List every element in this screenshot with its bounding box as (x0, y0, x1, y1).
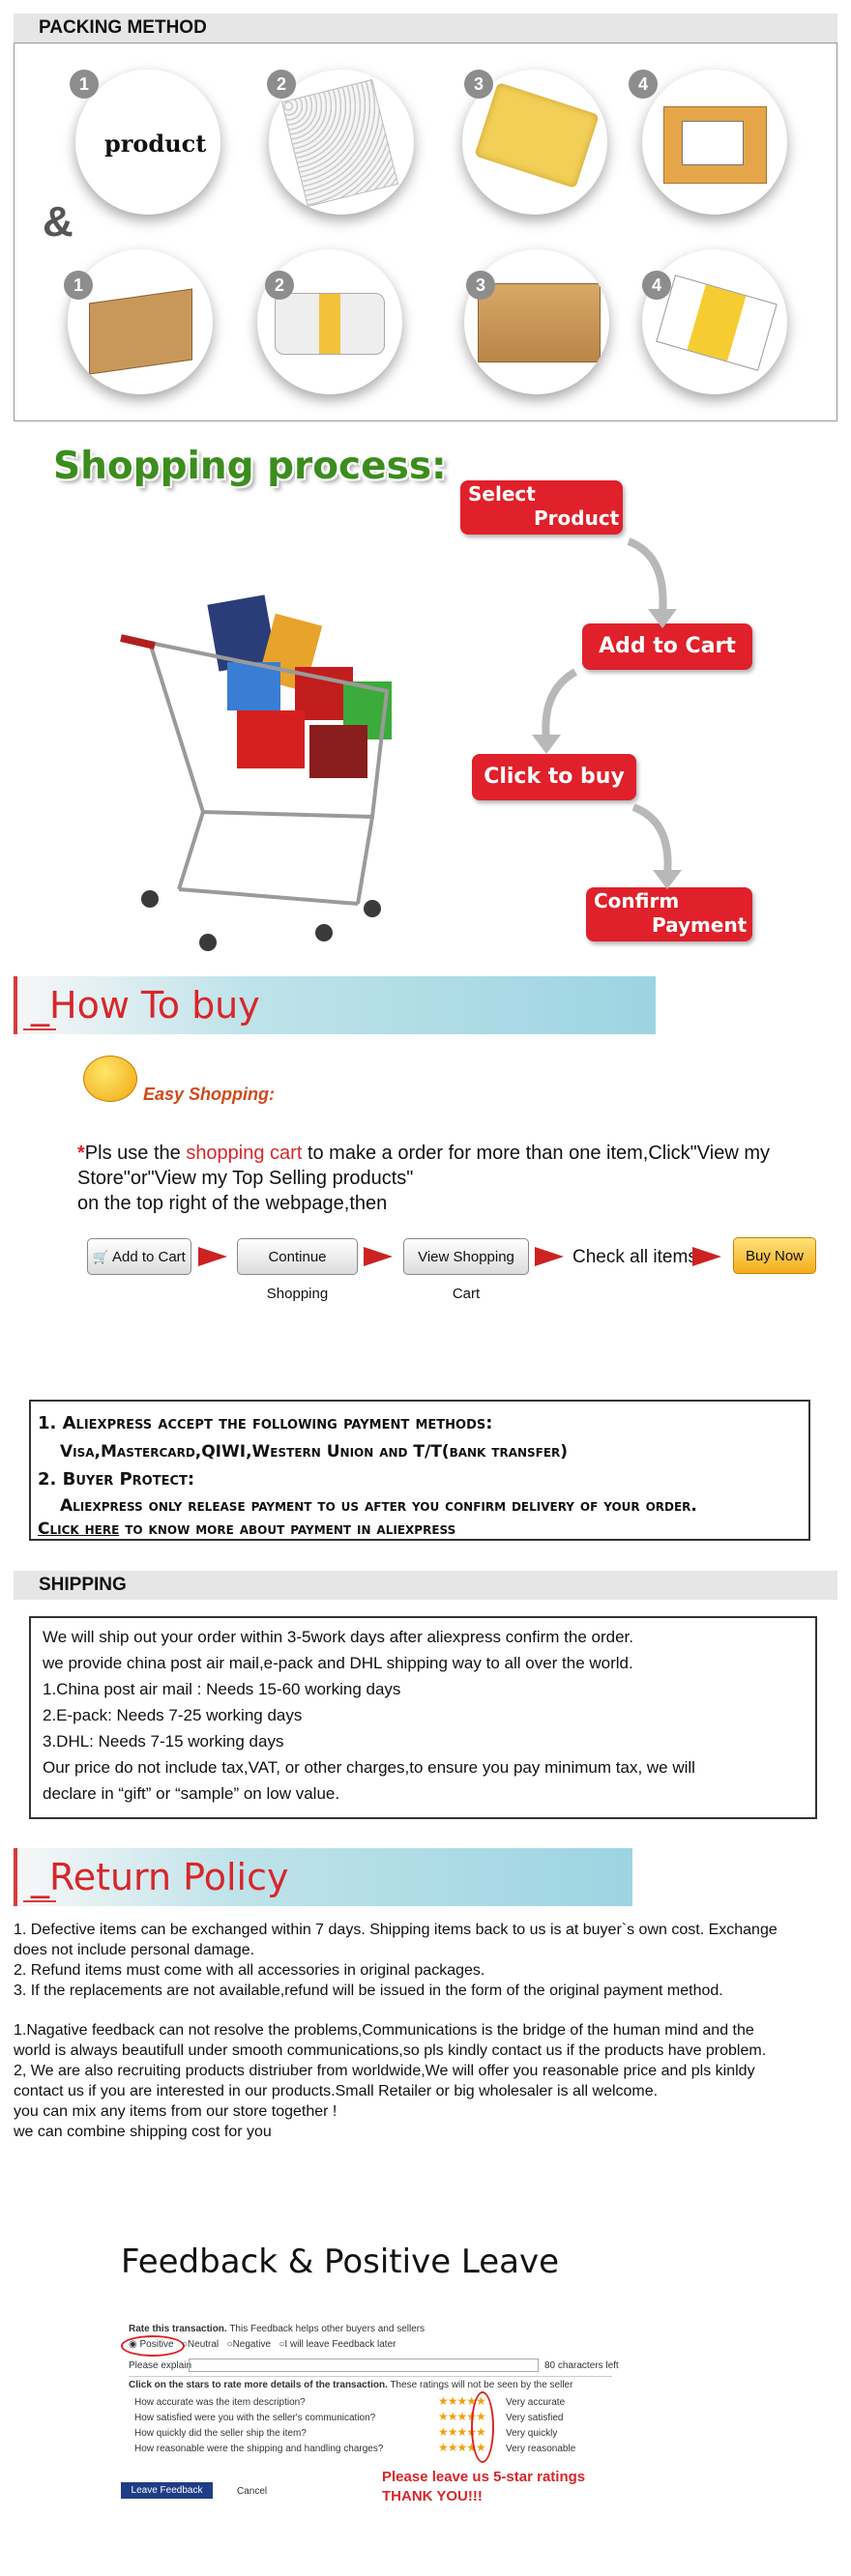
carton-box-image (89, 288, 192, 374)
rate-line (129, 2324, 425, 2334)
continue-shopping-button[interactable]: Continue Shopping (237, 1238, 358, 1275)
view-shopping-cart-button[interactable]: View Shopping Cart (403, 1238, 529, 1275)
negative-radio[interactable]: ○ (226, 2339, 233, 2350)
click-stars-label: Click on the stars to rate more details of the transaction. (129, 2380, 388, 2390)
payment-line1: 1. Aliexpress accept the following payment methods: (38, 1413, 493, 1433)
feedback-title: Feedback & Positive Leave (121, 2243, 560, 2281)
rating-answer: Very satisfied (506, 2413, 564, 2423)
please-rate-text: Please leave us 5-star ratings (382, 2469, 586, 2485)
later-radio[interactable]: ○ (279, 2339, 285, 2350)
shopping-cart-link[interactable]: shopping cart (186, 1143, 303, 1164)
return-line: 1.Nagative feedback can not resolve the problems,Communications is the bridge of the human mind and the (14, 2022, 754, 2039)
payment-line3: 2. Buyer Protect: (38, 1469, 195, 1490)
rating-question: How satisfied were you with the seller's communication? (134, 2413, 376, 2423)
step-number: 4 (629, 70, 658, 99)
rating-question: How reasonable were the shipping and handling charges? (134, 2444, 384, 2454)
shipping-line: 2.E-pack: Needs 7-25 working days (43, 1706, 303, 1724)
shipping-line: we provide china post air mail,e-pack and DHL shipping way to all over the world. (43, 1654, 633, 1672)
how-to-line1a: Pls use the (84, 1143, 187, 1164)
divider (129, 2376, 612, 2377)
return-line: 1. Defective items can be exchanged within 7 days. Shipping items back to us is at buyer`s own cost. Exchange (14, 1922, 778, 1938)
packing-header (14, 14, 837, 43)
process-arrows (484, 522, 735, 909)
sealed-package-circle (642, 249, 787, 394)
rating-question: How quickly did the seller ship the item? (134, 2428, 307, 2439)
leave-feedback-button[interactable]: Leave Feedback (121, 2482, 213, 2499)
step-number: 2 (265, 271, 294, 300)
return-policy-title: _Return Policy (31, 1856, 289, 1898)
shipping-line: 3.DHL: Needs 7-15 working days (43, 1732, 284, 1751)
shipping-line: Our price do not include tax,VAT, or other charges,to ensure you pay minimum tax, we will (43, 1758, 695, 1777)
step-label: Payment (652, 913, 748, 937)
shipping-line: We will ship out your order within 3-5work days after aliexpress confirm the order. (43, 1628, 633, 1646)
check-all-items-label: Check all items (572, 1247, 697, 1267)
return-line: we can combine shipping cost for you (14, 2124, 272, 2140)
step-number: 1 (70, 70, 99, 99)
return-policy-banner (14, 1848, 632, 1906)
return-line: 2, We are also recruiting products distriuber from worldwide,We will offer you reasonable price and pls kinldy (14, 2063, 755, 2079)
click-stars-line (129, 2380, 572, 2390)
explain-label: Please explain (129, 2360, 192, 2371)
star-mark: * (77, 1143, 85, 1164)
payment-box (29, 1400, 810, 1541)
wrapped-box-image (275, 293, 385, 355)
explain-input[interactable] (189, 2359, 539, 2372)
rate-label: Rate this transaction. (129, 2324, 227, 2334)
shipping-line: 1.China post air mail : Needs 15-60 working days (43, 1680, 401, 1698)
step-label: Product (534, 507, 620, 530)
click-stars-sub: These ratings will not be seen by the seller (390, 2380, 573, 2390)
carton-box-circle (68, 249, 213, 394)
step-number: 4 (642, 271, 671, 300)
ampersand: & (43, 198, 73, 246)
step-click-to-buy: Click to buy (472, 754, 636, 800)
return-line: world is always beautifull under smooth communications,so pls kindly contact us if the products have problem. (14, 2042, 767, 2059)
payment-line5-rest: to know more about payment in aliexpress (119, 1520, 456, 1539)
how-to-line3: on the top right of the webpage,then (77, 1193, 388, 1214)
bubble-wrap-image (281, 79, 398, 207)
padded-envelope-image (474, 82, 599, 188)
step-label: Confirm (594, 889, 680, 912)
return-line: contact us if you are interested in our products.Small Retailer or big wholesaler is all welcome. (14, 2083, 659, 2099)
positive-radio[interactable]: ◉ (129, 2339, 137, 2350)
rating-answer: Very reasonable (506, 2444, 576, 2454)
stars-rating[interactable]: ★★★★★ (438, 2425, 485, 2439)
express-envelope-circle (642, 70, 787, 215)
opt-neutral: Neutral (187, 2339, 220, 2350)
rating-answer: Very accurate (506, 2397, 566, 2408)
sealed-package-image (656, 275, 778, 371)
arrow-right-icon (535, 1247, 564, 1266)
how-to-text (77, 1141, 812, 1216)
product-label: product (104, 130, 207, 158)
buy-now-button[interactable]: Buy Now (733, 1237, 816, 1274)
express-envelope-image (663, 106, 767, 184)
opt-positive: Positive (139, 2339, 174, 2350)
rate-sub: This Feedback helps other buyers and sellers (229, 2324, 426, 2334)
packing-title: PACKING METHOD (39, 17, 207, 38)
payment-line5 (38, 1520, 455, 1539)
shopping-cart-image (111, 570, 440, 967)
how-to-buy-title: _How To buy (31, 984, 260, 1027)
smiley-icon (83, 1056, 137, 1102)
click-here-link[interactable]: Click here (38, 1520, 120, 1539)
rating-answer: Very quickly (506, 2428, 558, 2439)
arrow-right-icon (692, 1247, 721, 1266)
stars-rating[interactable]: ★★★★★ (438, 2441, 485, 2454)
feedback-form (121, 2320, 624, 2533)
return-line: does not include personal damage. (14, 1942, 255, 1958)
feedback-options (129, 2339, 396, 2350)
shipping-header (14, 1571, 837, 1600)
step-number: 3 (464, 70, 493, 99)
arrow-right-icon (364, 1247, 393, 1266)
return-line: 3. If the replacements are not available,refund will be issued in the form of the original payment method. (14, 1983, 723, 1999)
neutral-radio[interactable]: ○ (181, 2339, 188, 2350)
add-to-cart-button[interactable] (87, 1238, 191, 1275)
payment-line4: Aliexpress only release payment to us after you confirm delivery of your order. (60, 1496, 697, 1516)
how-to-line2: Store"or"View my Top Selling products" (77, 1168, 414, 1189)
cancel-link[interactable]: Cancel (237, 2486, 268, 2497)
step-number: 2 (267, 70, 296, 99)
shopping-process-title: Shopping process: (53, 445, 447, 488)
arrow-right-icon (198, 1247, 227, 1266)
step-add-to-cart: Add to Cart (582, 623, 752, 670)
rating-question: How accurate was the item description? (134, 2397, 306, 2408)
opt-later: I will leave Feedback later (284, 2339, 396, 2350)
chars-left: 80 characters left (544, 2360, 619, 2371)
stars-rating[interactable]: ★★★★★ (438, 2394, 485, 2408)
return-line: you can mix any items from our store together ! (14, 2103, 337, 2120)
thank-you-text: THANK YOU!!! (382, 2488, 483, 2504)
opt-negative: Negative (232, 2339, 272, 2350)
shipping-title: SHIPPING (39, 1575, 127, 1595)
shipping-line: declare in “gift” or “sample” on low value. (43, 1784, 340, 1803)
step-number: 3 (466, 271, 495, 300)
stars-highlight (471, 2391, 494, 2463)
add-to-cart-label: Add to Cart (111, 1249, 186, 1265)
how-to-buy-banner (14, 976, 656, 1034)
step-number: 1 (64, 271, 93, 300)
cart-icon: 🛒 (93, 1250, 112, 1264)
boxes-image (478, 283, 601, 362)
return-line: 2. Refund items must come with all accessories in original packages. (14, 1962, 485, 1979)
packing-product-circle (75, 70, 220, 215)
how-to-line1c: to make a order for more than one item,Click"View my (302, 1143, 770, 1164)
easy-shopping-label: Easy Shopping: (143, 1085, 276, 1104)
stars-rating[interactable]: ★★★★★ (438, 2410, 485, 2423)
step-label: Select (468, 482, 536, 506)
payment-line2: Visa,Mastercard,QIWI,Western Union and T/T(bank transfer) (60, 1442, 569, 1462)
